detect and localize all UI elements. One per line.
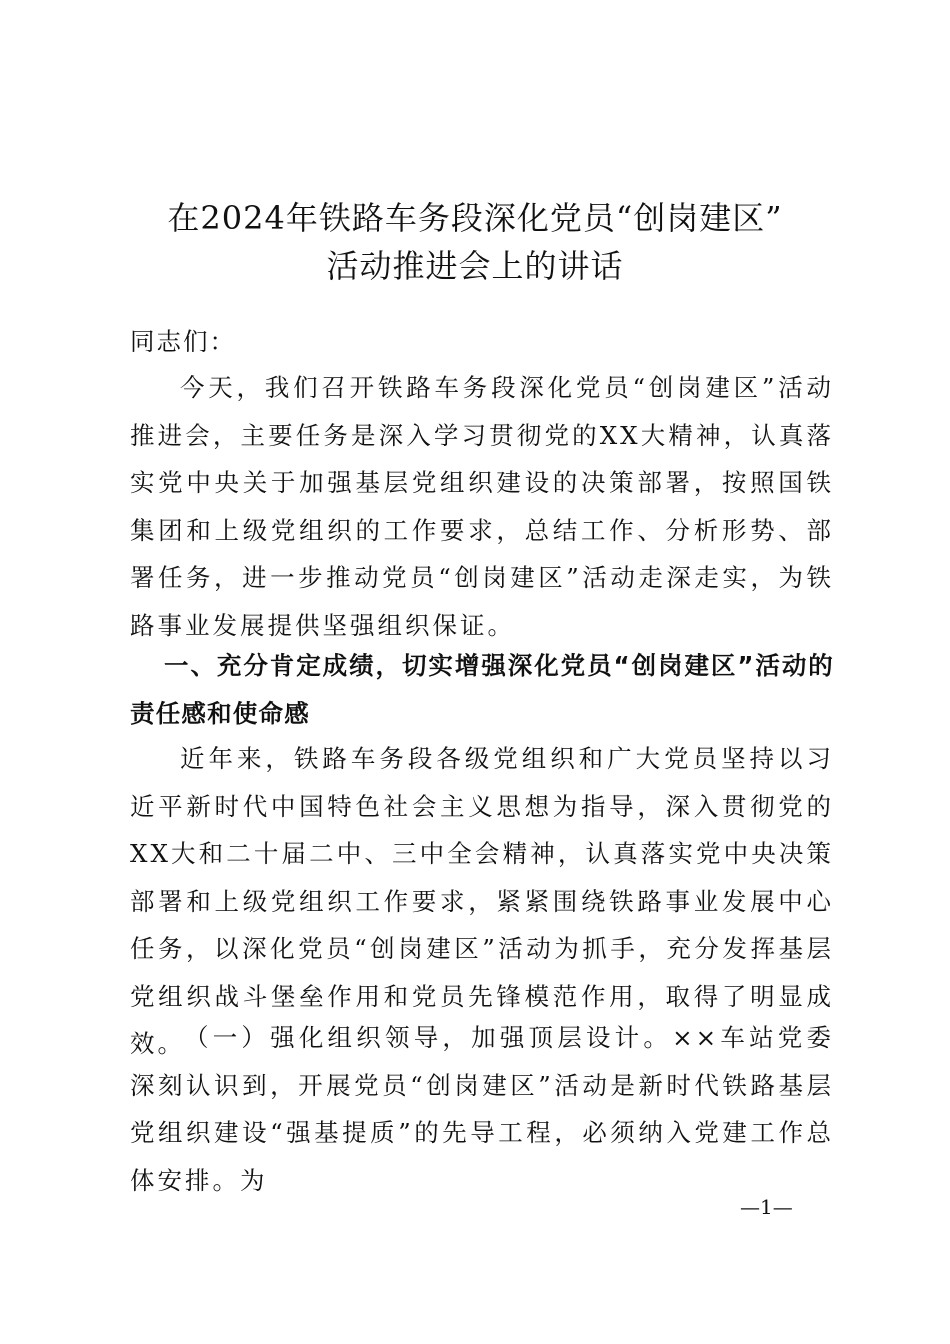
page-number: —1— <box>740 1195 793 1219</box>
section-heading-1: 一、充分肯定成绩，切实增强深化党员“创岗建区”活动的责任感和使命感 <box>130 651 834 728</box>
paragraph-organization-leadership: （一）强化组织领导，加强顶层设计。××车站党委深刻认识到，开展党员“创岗建区”活动是新时代铁路基层党组织建设“强基提质”的先导工程，必须纳入党建工作总体安排。为 <box>130 1023 834 1195</box>
document-title-line-1: 在2024年铁路车务段深化党员“创岗建区” <box>167 199 783 237</box>
document-title-line-2: 活动推进会上的讲话 <box>326 247 624 285</box>
salutation: 同志们： <box>130 327 236 356</box>
paragraph-achievements: 近年来，铁路车务段各级党组织和广大党员坚持以习近平新时代中国特色社会主义思想为指导，深入贯彻党的XX大和二十届二中、三中全会精神，认真落实党中央决策部署和上级党组织工作要求，紧紧围绕铁路事业发展中心任务，以深化党员“创岗建区”活动为抓手，充分发挥基层党组织战斗堡垒作用和党员先锋模范作用，取得了明显成效。 <box>130 744 834 1058</box>
paragraph-intro: 今天，我们召开铁路车务段深化党员“创岗建区”活动推进会，主要任务是深入学习贯彻党的XX大精神，认真落实党中央关于加强基层党组织建设的决策部署，按照国铁集团和上级党组织的工作要求，总结工作、分析形势、部署任务，进一步推动党员“创岗建区”活动走深走实，为铁路事业发展提供坚强组织保证。 <box>130 373 834 640</box>
